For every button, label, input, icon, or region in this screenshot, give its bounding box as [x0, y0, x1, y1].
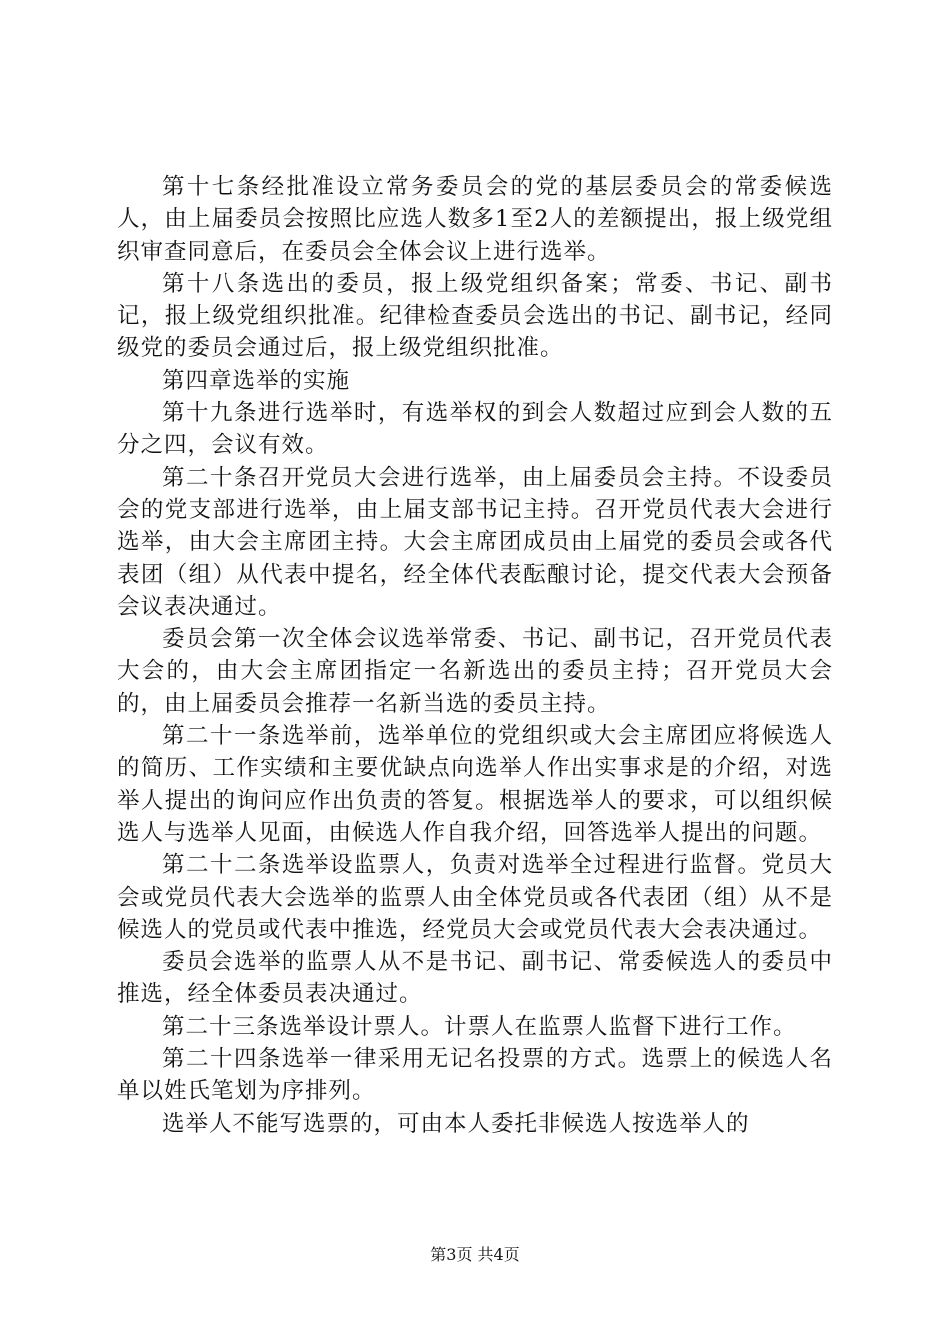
paragraph-first-session: 委员会第一次全体会议选举常委、书记、副书记，召开党员代表大会的，由大会主席团指定一名新选出的委员主持；召开党员大会的，由上届委员会推荐一名新当选的委员主持。	[117, 626, 833, 717]
paragraph-article-21: 第二十一条选举前，选举单位的党组织或大会主席团应将候选人的简历、工作实绩和主要优缺点向选举人作出实事求是的介绍，对选举人提出的询问应作出负责的答复。根据选举人的要求，可以组织候选人与选举人见面，由候选人作自我介绍，回答选举人提出的问题。	[117, 723, 833, 846]
paragraph-article-17: 第十七条经批准设立常务委员会的党的基层委员会的常委候选人，由上届委员会按照比应选人数多1至2人的差额提出，报上级党组织审查同意后，在委员会全体会议上进行选举。	[117, 174, 833, 265]
paragraph-article-22: 第二十二条选举设监票人，负责对选举全过程进行监督。党员大会或党员代表大会选举的监票人由全体党员或各代表团（组）从不是候选人的党员或代表中推选，经党员大会或党员代表大会表决通过。	[117, 852, 833, 943]
paragraph-article-20: 第二十条召开党员大会进行选举，由上届委员会主持。不设委员会的党支部进行选举，由上届支部书记主持。召开党员代表大会进行选举，由大会主席团主持。大会主席团成员由上届党的委员会或各代表团（组）从代表中提名，经全体代表酝酿讨论，提交代表大会预备会议表决通过。	[117, 464, 833, 620]
paragraph-article-23: 第二十三条选举设计票人。计票人在监票人监督下进行工作。	[162, 1013, 797, 1040]
paragraph-scrutineer-committee: 委员会选举的监票人从不是书记、副书记、常委候选人的委员中推选，经全体委员表决通过。	[117, 949, 833, 1008]
paragraph-article-18: 第十八条选出的委员，报上级党组织备案；常委、书记、副书记，报上级党组织批准。纪律检查委员会选出的书记、副书记，经同级党的委员会通过后，报上级党组织批准。	[117, 270, 833, 362]
document-body	[117, 171, 833, 1140]
paragraph-article-24: 第二十四条选举一律采用无记名投票的方式。选票上的候选人名单以姓氏笔划为序排列。	[117, 1046, 833, 1105]
page-number-footer: 第3页 共4页	[430, 1245, 520, 1264]
paragraph-article-19: 第十九条进行选举时，有选举权的到会人数超过应到会人数的五分之四，会议有效。	[117, 400, 833, 459]
paragraph-proxy-ballot: 选举人不能写选票的，可由本人委托非候选人按选举人的	[162, 1110, 750, 1137]
chapter-heading: 第四章选举的实施	[162, 367, 351, 394]
